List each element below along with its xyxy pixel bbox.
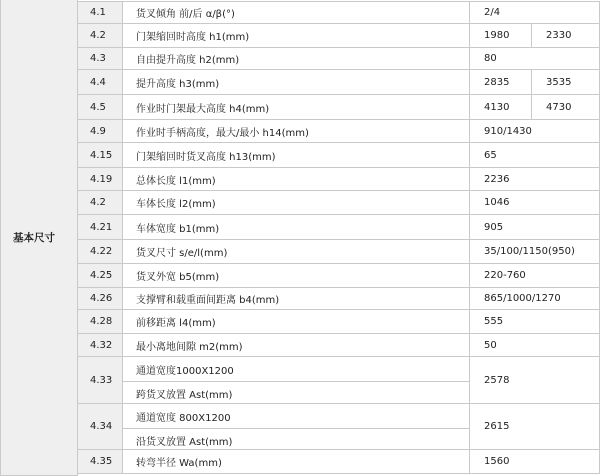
row-description: 支撑臂和载重面间距离 b4(mm) bbox=[136, 295, 280, 306]
row-description: 门架缩回时高度 h1(mm) bbox=[136, 32, 250, 43]
row-number: 4.2 bbox=[90, 30, 106, 41]
row-description: 作业时手柄高度，最大/最小 h14(mm) bbox=[136, 127, 309, 139]
row-value-cell bbox=[531, 69, 600, 95]
row-description: 货叉尺寸 s/e/l(mm) bbox=[136, 248, 228, 259]
row-number-cell bbox=[77, 263, 123, 288]
row-number-cell bbox=[77, 449, 123, 474]
row-number: 4.28 bbox=[90, 316, 113, 327]
row-number-cell bbox=[77, 239, 123, 264]
row-description-line: 通道宽度 800X1200 bbox=[136, 413, 231, 424]
row-value-cell bbox=[469, 214, 600, 240]
row-description-cell bbox=[122, 47, 470, 70]
row-description-cell bbox=[122, 263, 470, 288]
row-number-cell bbox=[77, 94, 123, 120]
row-number-cell bbox=[77, 214, 123, 240]
section-label: 基本尺寸 bbox=[13, 231, 55, 244]
row-value-cell bbox=[469, 309, 600, 334]
row-number: 4.5 bbox=[90, 101, 106, 113]
row-description: 车体长度 l2(mm) bbox=[136, 199, 216, 210]
row-value: 2/4 bbox=[484, 7, 501, 18]
row-value: 2236 bbox=[484, 173, 510, 185]
row-description-cell bbox=[122, 142, 470, 168]
row-description: 提升高度 h3(mm) bbox=[136, 78, 220, 90]
row-number-cell bbox=[77, 167, 123, 191]
row-description-line: 沿货叉放置 Ast(mm) bbox=[136, 437, 233, 448]
row-value: 905 bbox=[484, 221, 504, 233]
row-description-cell bbox=[122, 23, 470, 48]
row-description-cell bbox=[122, 403, 470, 450]
row-description: 最小离地间隙 m2(mm) bbox=[136, 341, 243, 353]
row-number-cell bbox=[77, 190, 123, 215]
row-number: 4.33 bbox=[90, 374, 113, 386]
row-value-cell bbox=[531, 94, 600, 120]
row-value: 2615 bbox=[484, 421, 510, 432]
row-divider bbox=[123, 428, 469, 429]
row-value-cell bbox=[531, 23, 600, 48]
row-number: 4.32 bbox=[90, 339, 113, 351]
row-value: 555 bbox=[484, 316, 504, 327]
row-description: 转弯半径 Wa(mm) bbox=[136, 458, 222, 469]
row-number: 4.2 bbox=[90, 197, 106, 208]
row-description-cell bbox=[122, 356, 470, 404]
row-value-cell bbox=[469, 47, 600, 70]
row-description-cell bbox=[122, 333, 470, 357]
row-value: 910/1430 bbox=[484, 125, 532, 137]
row-value: 2835 bbox=[484, 76, 510, 88]
row-value: 4130 bbox=[484, 101, 510, 113]
row-value: 2578 bbox=[484, 374, 510, 386]
row-number-cell bbox=[77, 333, 123, 357]
row-divider bbox=[123, 381, 469, 382]
row-value-cell bbox=[469, 167, 600, 191]
row-description: 门架缩回时货叉高度 h13(mm) bbox=[136, 151, 276, 163]
row-value-cell bbox=[469, 23, 532, 48]
row-number: 4.3 bbox=[90, 53, 106, 64]
row-value-cell bbox=[469, 1, 600, 24]
row-number: 4.21 bbox=[90, 221, 113, 233]
row-description-cell bbox=[122, 214, 470, 240]
row-description-cell bbox=[122, 167, 470, 191]
row-number: 4.4 bbox=[90, 76, 106, 88]
row-number: 4.1 bbox=[90, 7, 106, 18]
row-number: 4.25 bbox=[90, 270, 113, 281]
row-value-cell bbox=[469, 333, 600, 357]
row-value: 1980 bbox=[484, 30, 510, 41]
row-value-cell bbox=[469, 263, 600, 288]
row-number: 4.22 bbox=[90, 246, 113, 257]
row-number-cell bbox=[77, 23, 123, 48]
row-value: 3535 bbox=[546, 76, 572, 88]
row-description-cell bbox=[122, 69, 470, 95]
row-description: 作业时门架最大高度 h4(mm) bbox=[136, 103, 270, 115]
row-number-cell bbox=[77, 356, 123, 404]
row-description-cell bbox=[122, 94, 470, 120]
row-number-cell bbox=[77, 119, 123, 143]
row-value-cell bbox=[469, 356, 600, 404]
row-value-cell bbox=[469, 287, 600, 310]
row-description: 总体长度 l1(mm) bbox=[136, 175, 216, 187]
row-value: 220-760 bbox=[484, 270, 526, 281]
row-number: 4.26 bbox=[90, 293, 113, 304]
row-value: 1046 bbox=[484, 197, 510, 208]
row-number: 4.9 bbox=[90, 125, 106, 137]
row-description: 车体宽度 b1(mm) bbox=[136, 223, 220, 235]
row-number: 4.35 bbox=[90, 456, 113, 467]
row-number-cell bbox=[77, 309, 123, 334]
row-number-cell bbox=[77, 1, 123, 24]
row-value-cell bbox=[469, 449, 600, 474]
row-description-cell bbox=[122, 239, 470, 264]
row-value-cell bbox=[469, 119, 600, 143]
row-value: 1560 bbox=[484, 456, 510, 467]
row-description-cell bbox=[122, 190, 470, 215]
row-number: 4.34 bbox=[90, 421, 113, 432]
row-value: 50 bbox=[484, 339, 497, 351]
row-value-cell bbox=[469, 403, 600, 450]
row-value-cell bbox=[469, 69, 532, 95]
row-value: 35/100/1150(950) bbox=[484, 246, 575, 257]
row-description: 自由提升高度 h2(mm) bbox=[136, 55, 240, 66]
row-number-cell bbox=[77, 47, 123, 70]
row-description-cell bbox=[122, 287, 470, 310]
row-value: 65 bbox=[484, 149, 497, 161]
row-description-cell bbox=[122, 449, 470, 474]
row-value: 4730 bbox=[546, 101, 572, 113]
row-value-cell bbox=[469, 239, 600, 264]
row-description: 货叉倾角 前/后 α/β(°) bbox=[136, 9, 235, 20]
row-description-line: 通道宽度1000X1200 bbox=[136, 366, 234, 377]
row-description-cell bbox=[122, 119, 470, 143]
row-description-cell bbox=[122, 309, 470, 334]
row-number-cell bbox=[77, 403, 123, 450]
row-number: 4.19 bbox=[90, 173, 113, 185]
row-number-cell bbox=[77, 69, 123, 95]
row-description-cell bbox=[122, 1, 470, 24]
row-number: 4.15 bbox=[90, 149, 113, 161]
row-value-cell bbox=[469, 94, 532, 120]
row-description-line: 跨货叉放置 Ast(mm) bbox=[136, 390, 233, 401]
row-value-cell bbox=[469, 142, 600, 168]
row-value: 2330 bbox=[546, 30, 572, 41]
row-value-cell bbox=[469, 190, 600, 215]
row-value: 865/1000/1270 bbox=[484, 293, 561, 304]
row-number-cell bbox=[77, 287, 123, 310]
row-description: 前移距离 l4(mm) bbox=[136, 318, 216, 329]
section-label-cell bbox=[0, 0, 78, 476]
row-description: 货叉外宽 b5(mm) bbox=[136, 272, 220, 283]
row-number-cell bbox=[77, 142, 123, 168]
row-value: 80 bbox=[484, 53, 497, 64]
